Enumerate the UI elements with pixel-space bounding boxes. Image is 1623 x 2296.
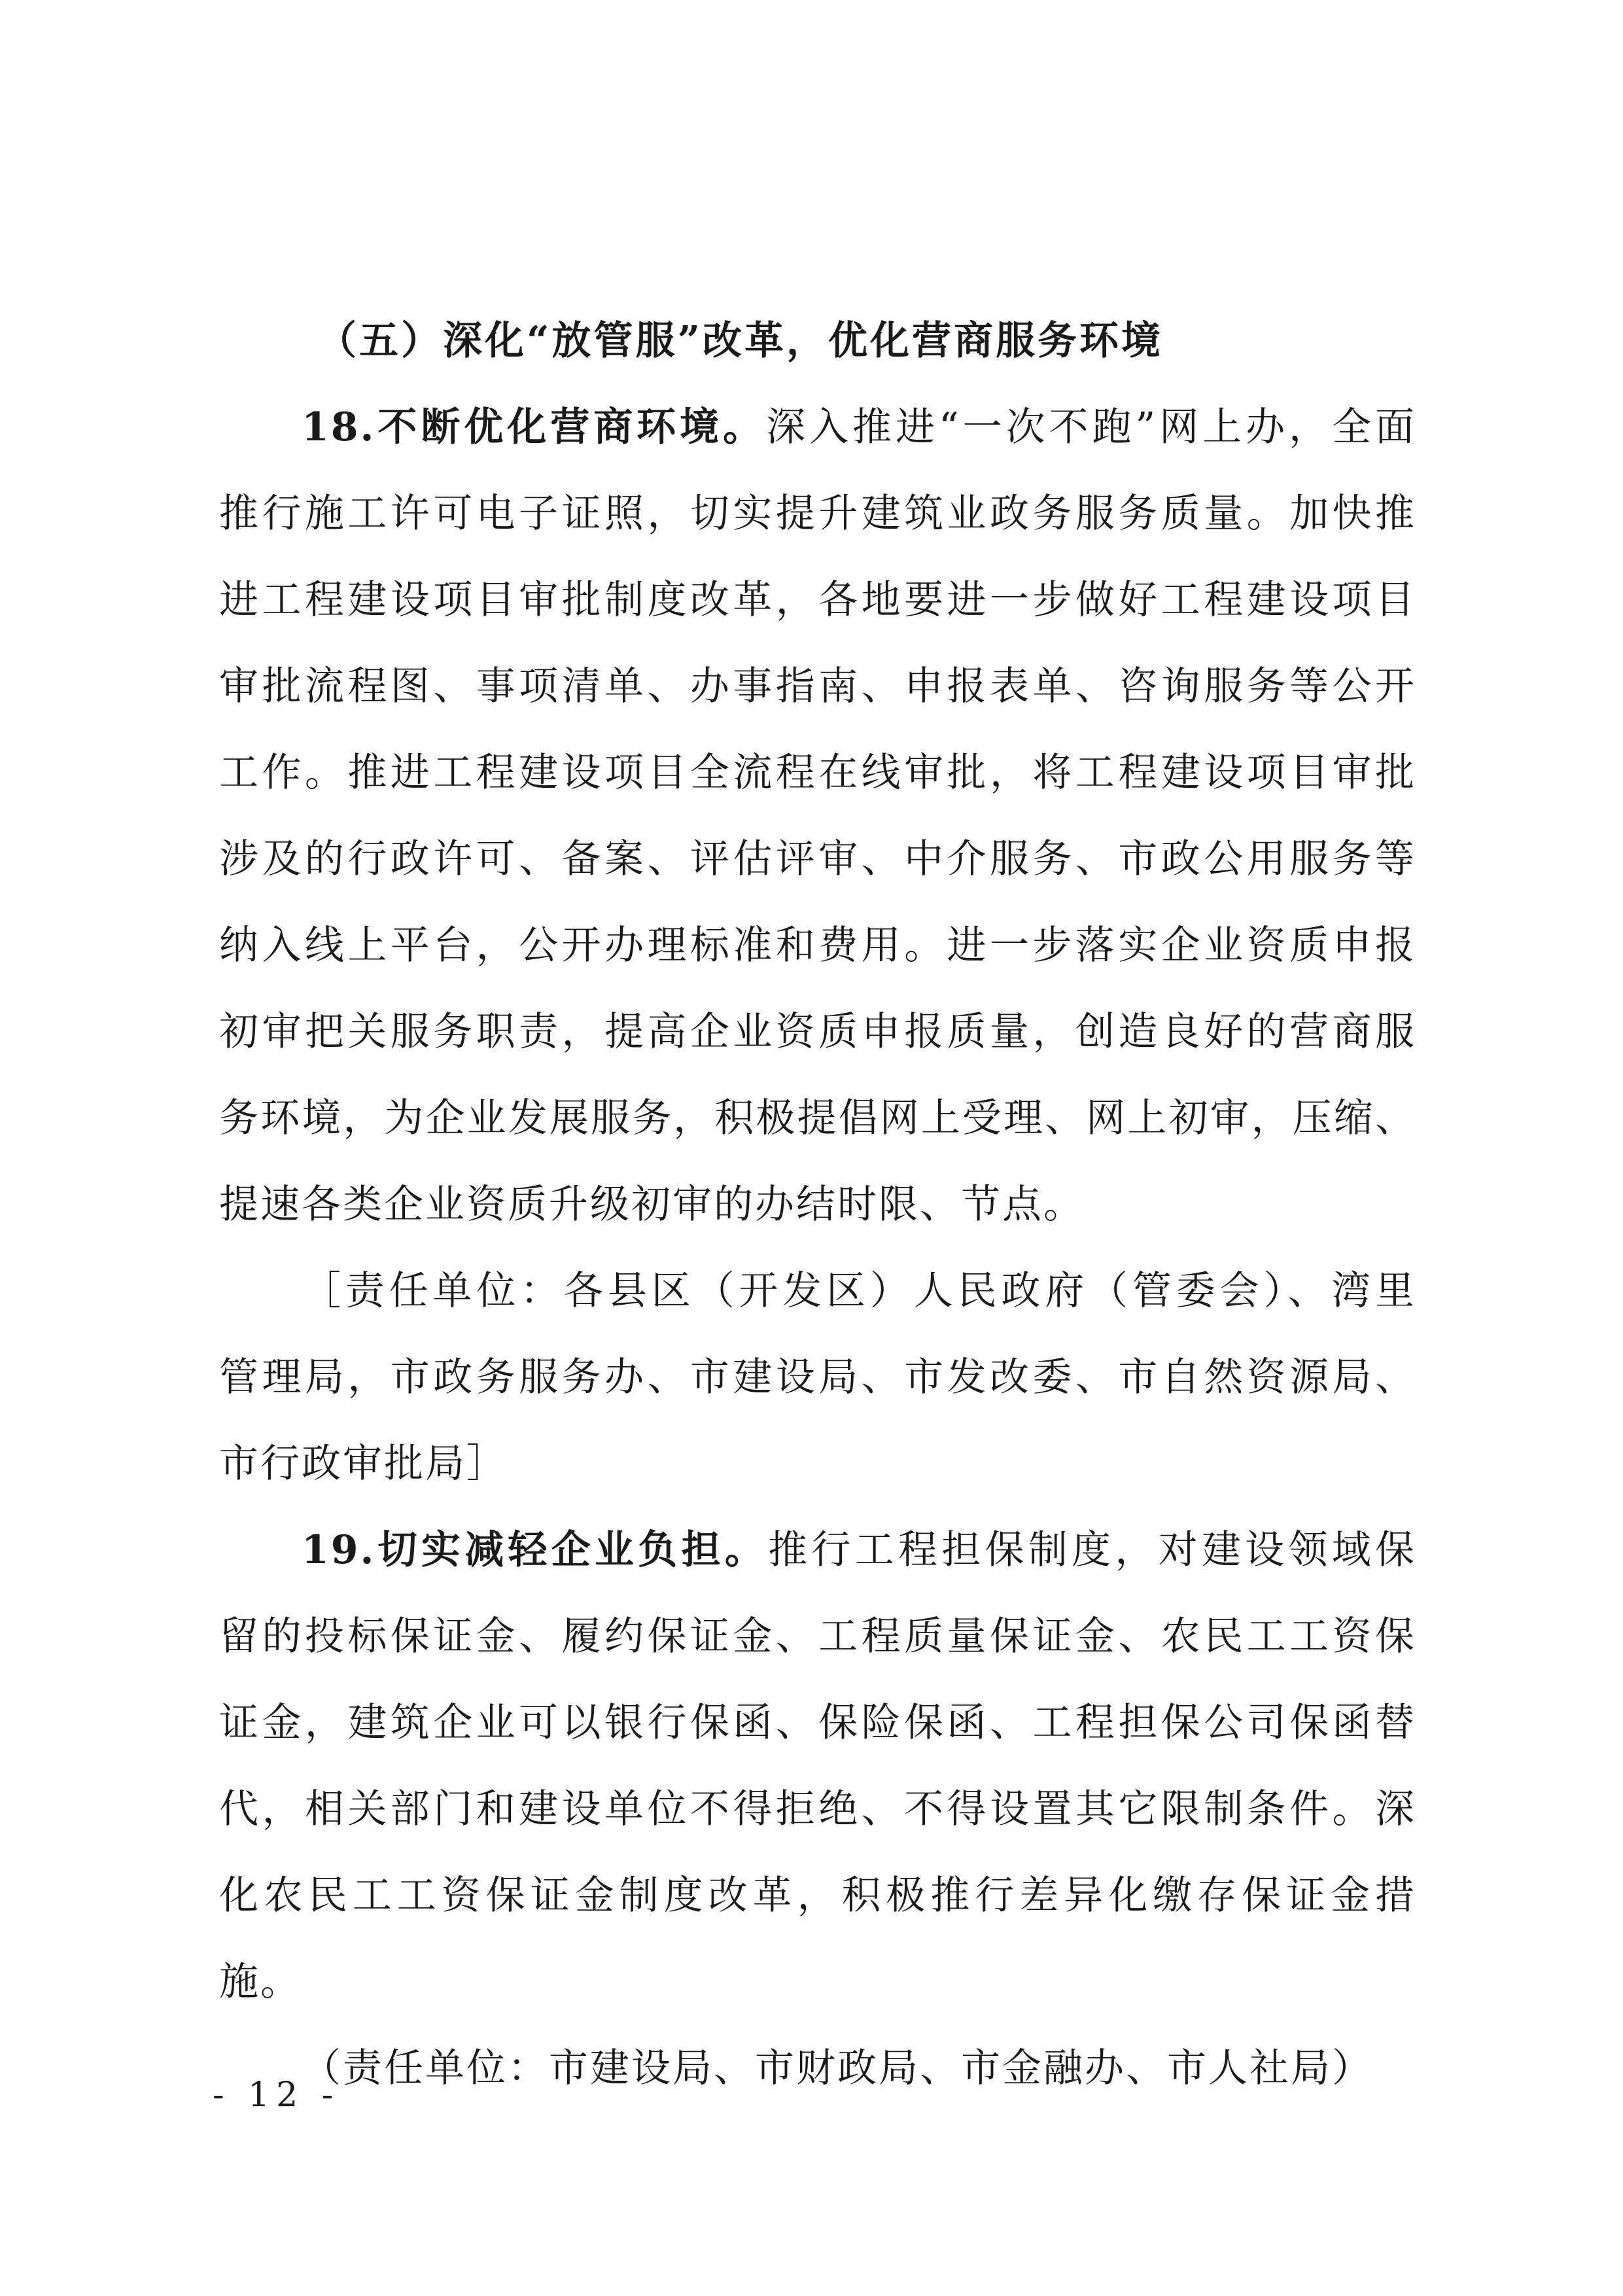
item18-first-line bbox=[219, 384, 1416, 470]
item18-responsibility-line: 市行政审批局］ bbox=[219, 1441, 508, 1487]
item18-line: 纳入线上平台，公开办理标准和费用。进一步落实企业资质申报 bbox=[219, 923, 1416, 968]
item18-responsibility-line: 管理局，市政务服务办、市建设局、市发改委、市自然资源局、 bbox=[219, 1354, 1416, 1400]
item19-line: 证金，建筑企业可以银行保函、保险保函、工程担保公司保函替 bbox=[219, 1700, 1416, 1746]
item18-line: 进工程建设项目审批制度改革，各地要进一步做好工程建设项目 bbox=[219, 577, 1416, 623]
item19-line: 施。 bbox=[219, 1959, 302, 2005]
section-heading: （五）深化“放管服”改革，优化营商服务环境 bbox=[317, 318, 1164, 364]
item18-line: 推行施工许可电子证照，切实提升建筑业政务服务质量。加快推 bbox=[219, 491, 1416, 537]
item19-responsibility: （责任单位：市建设局、市财政局、市金融办、市人社局） bbox=[302, 2045, 1373, 2091]
document-body bbox=[219, 298, 1416, 2111]
page-number: - 12 - bbox=[213, 2075, 340, 2115]
item18-line: 初审把关服务职责，提高企业资质申报质量，创造良好的营商服 bbox=[219, 1009, 1416, 1055]
item19-first-line bbox=[219, 1507, 1416, 1593]
item18-line: 审批流程图、事项清单、办事指南、申报表单、咨询服务等公开 bbox=[219, 663, 1416, 709]
item18-line: 工作。推进工程建设项目全流程在线审批，将工程建设项目审批 bbox=[219, 750, 1416, 796]
item19-line1-rest: 推行工程担保制度，对建设领域保 bbox=[768, 1527, 1416, 1573]
item18-responsibility-line: ［责任单位：各县区（开发区）人民政府（管委会）、湾里 bbox=[302, 1268, 1416, 1314]
item19-lead: 19.切实减轻企业负担。 bbox=[302, 1527, 769, 1573]
item18-line: 涉及的行政许可、备案、评估评审、中介服务、市政公用服务等 bbox=[219, 836, 1416, 882]
item18-line: 务环境，为企业发展服务，积极提倡网上受理、网上初审，压缩、 bbox=[219, 1095, 1416, 1141]
item19-line: 化农民工工资保证金制度改革，积极推行差异化缴存保证金措 bbox=[219, 1873, 1416, 1918]
item18-line1-rest: 深入推进“一次不跑”网上办，全面 bbox=[766, 404, 1416, 450]
item19-line: 留的投标保证金、履约保证金、工程质量保证金、农民工工资保 bbox=[219, 1614, 1416, 1659]
item18-line: 提速各类企业资质升级初审的办结时限、节点。 bbox=[219, 1182, 1085, 1227]
item19-line: 代，相关部门和建设单位不得拒绝、不得设置其它限制条件。深 bbox=[219, 1786, 1416, 1832]
item18-lead: 18.不断优化营商环境。 bbox=[302, 404, 767, 450]
